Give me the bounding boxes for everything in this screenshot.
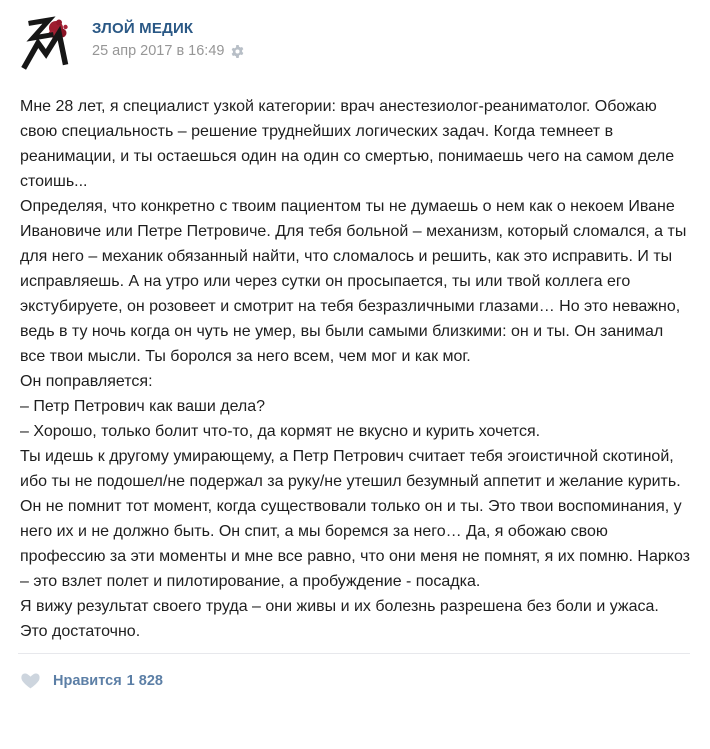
- zm-logo-icon: [18, 57, 72, 74]
- post-text: [20, 94, 690, 644]
- like-count: 1 828: [126, 672, 163, 689]
- group-name-link[interactable]: ЗЛОЙ МЕДИК: [92, 20, 194, 37]
- post-paragraph: Он поправляется:: [20, 373, 153, 390]
- post-paragraph: – Хорошо, только болит что-то, да кормят не вкусно и курить хочется.: [20, 423, 541, 440]
- post-paragraph: – Петр Петрович как ваши дела?: [20, 398, 266, 415]
- gear-icon[interactable]: [231, 45, 244, 58]
- divider: [18, 653, 690, 654]
- post-date-link[interactable]: 25 апр 2017 в 16:49: [92, 43, 225, 59]
- like-label-text: Нравится: [53, 672, 122, 689]
- header-info: [92, 16, 244, 59]
- like-label[interactable]: [53, 673, 163, 689]
- post-paragraph: Мне 28 лет, я специалист узкой категории: врач анестезиолог-реаниматолог. Обожаю свою специальность – решение труднейших логических задач. Когда темнеет в реанимации, и ты остаешься один на один со смертью, понимаешь чего на самом деле стоишь...: [20, 98, 675, 190]
- post-date-row: [92, 43, 244, 59]
- post-header: [18, 16, 690, 70]
- heart-icon[interactable]: [20, 670, 41, 691]
- like-button[interactable]: [18, 670, 690, 691]
- post-paragraph: Определяя, что конкретно с твоим пациентом ты не думаешь о нем как о некоем Иване Ивановиче или Петре Петровиче. Для тебя больной – механизм, который сломался, а ты для него – механик обязанный найти, что сломалось и решить, как это исправить. И ты исправляешь. А на утро или через сутки он просыпается, ты или твой коллега его экстубируете, он розовеет и смотрит на тебя безразличными глазами… Но это неважно, ведь в ту ночь когда он чуть не умер, вы были самыми близкими: он и ты. Он занимал все твои мысли. Ты боролся за него всем, чем мог и как мог.: [20, 198, 687, 365]
- post-paragraph: Я вижу результат своего труда – они живы и их болезнь разрешена без боли и ужаса. Это достаточно.: [20, 598, 659, 640]
- post-paragraph: Ты идешь к другому умирающему, а Петр Петрович считает тебя эгоистичной скотиной, ибо ты не подошел/не подержал за руку/не утешил безумный аппетит и желание курить. Он не помнит тот момент, когда существовали только он и ты. Это твои воспоминания, у него их и не должно быть. Он спит, а мы боремся за него… Да, я обожаю свою профессию за эти моменты и мне все равно, что они меня не помнят, я их помню. Наркоз – это взлет полет и пилотирование, а пробуждение - посадка.: [20, 448, 691, 590]
- group-avatar[interactable]: [18, 16, 72, 70]
